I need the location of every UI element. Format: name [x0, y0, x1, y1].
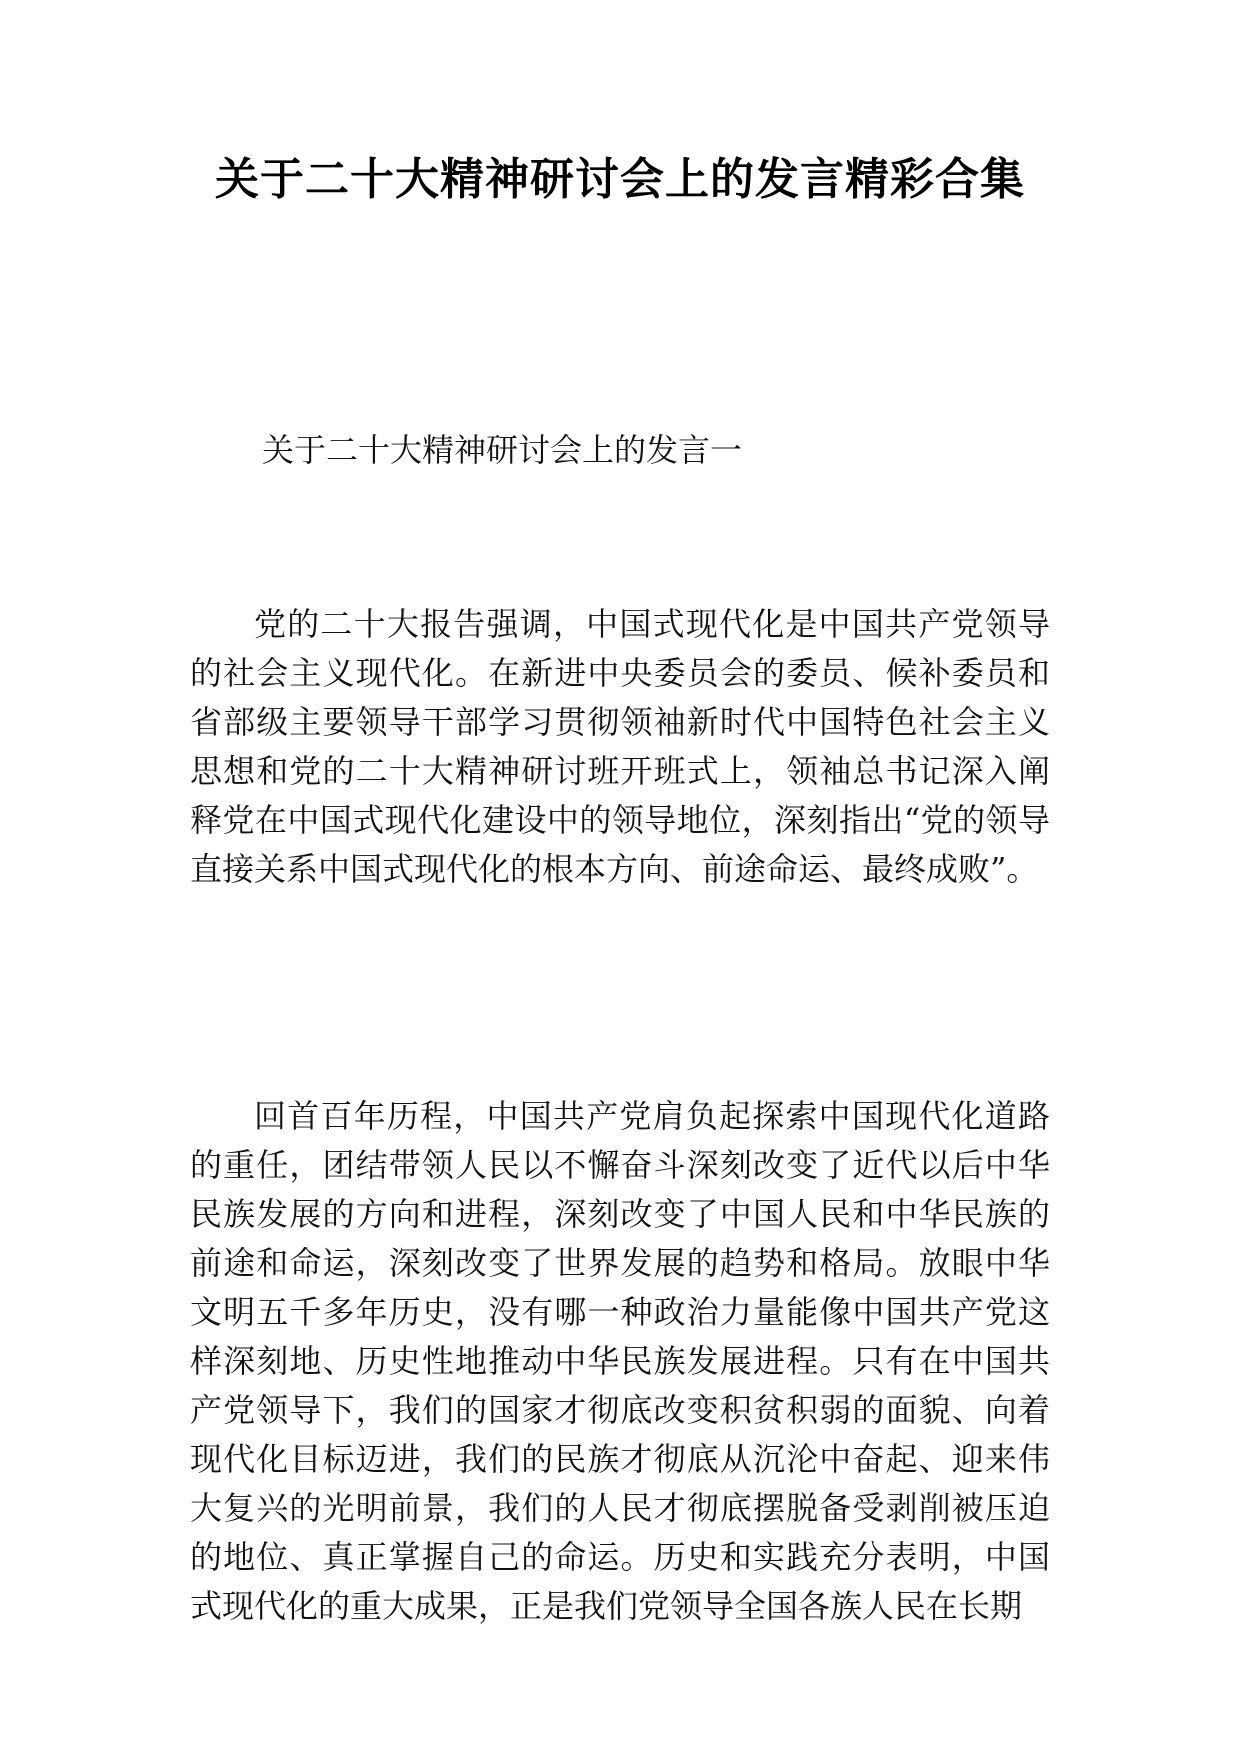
section-heading: 关于二十大精神研讨会上的发言一: [262, 431, 743, 469]
body-paragraph-2: 回首百年历程，中国共产党肩负起探索中国现代化道路的重任，团结带领人民以不懈奋斗深刻改变了近代以后中华民族发展的方向和进程，深刻改变了中国人民和中华民族的前途和命运，深刻改变了世界发展的趋势和格局。放眼中华文明五千多年历史，没有哪一种政治力量能像中国共产党这样深刻地、历史性地推动中华民族发展进程。只有在中国共产党领导下，我们的国家才彻底改变积贫积弱的面貌、向着现代化目标迈进，我们的民族才彻底从沉沦中奋起、迎来伟大复兴的光明前景，我们的人民才彻底摆脱备受剥削被压迫的地位、真正掌握自己的命运。历史和实践充分表明，中国式现代化的重大成果，正是我们党领导全国各族人民在长期: [190, 1097, 1050, 1625]
document-title: 关于二十大精神研讨会上的发言精彩合集: [215, 154, 1025, 205]
body-paragraph-1: 党的二十大报告强调，中国式现代化是中国共产党领导的社会主义现代化。在新进中央委员会的委员、候补委员和省部级主要领导干部学习贯彻领袖新时代中国特色社会主义思想和党的二十大精神研讨班开班式上，领袖总书记深入阐释党在中国式现代化建设中的领导地位，深刻指出“党的领导直接关系中国式现代化的根本方向、前途命运、最终成败”。: [190, 605, 1050, 888]
